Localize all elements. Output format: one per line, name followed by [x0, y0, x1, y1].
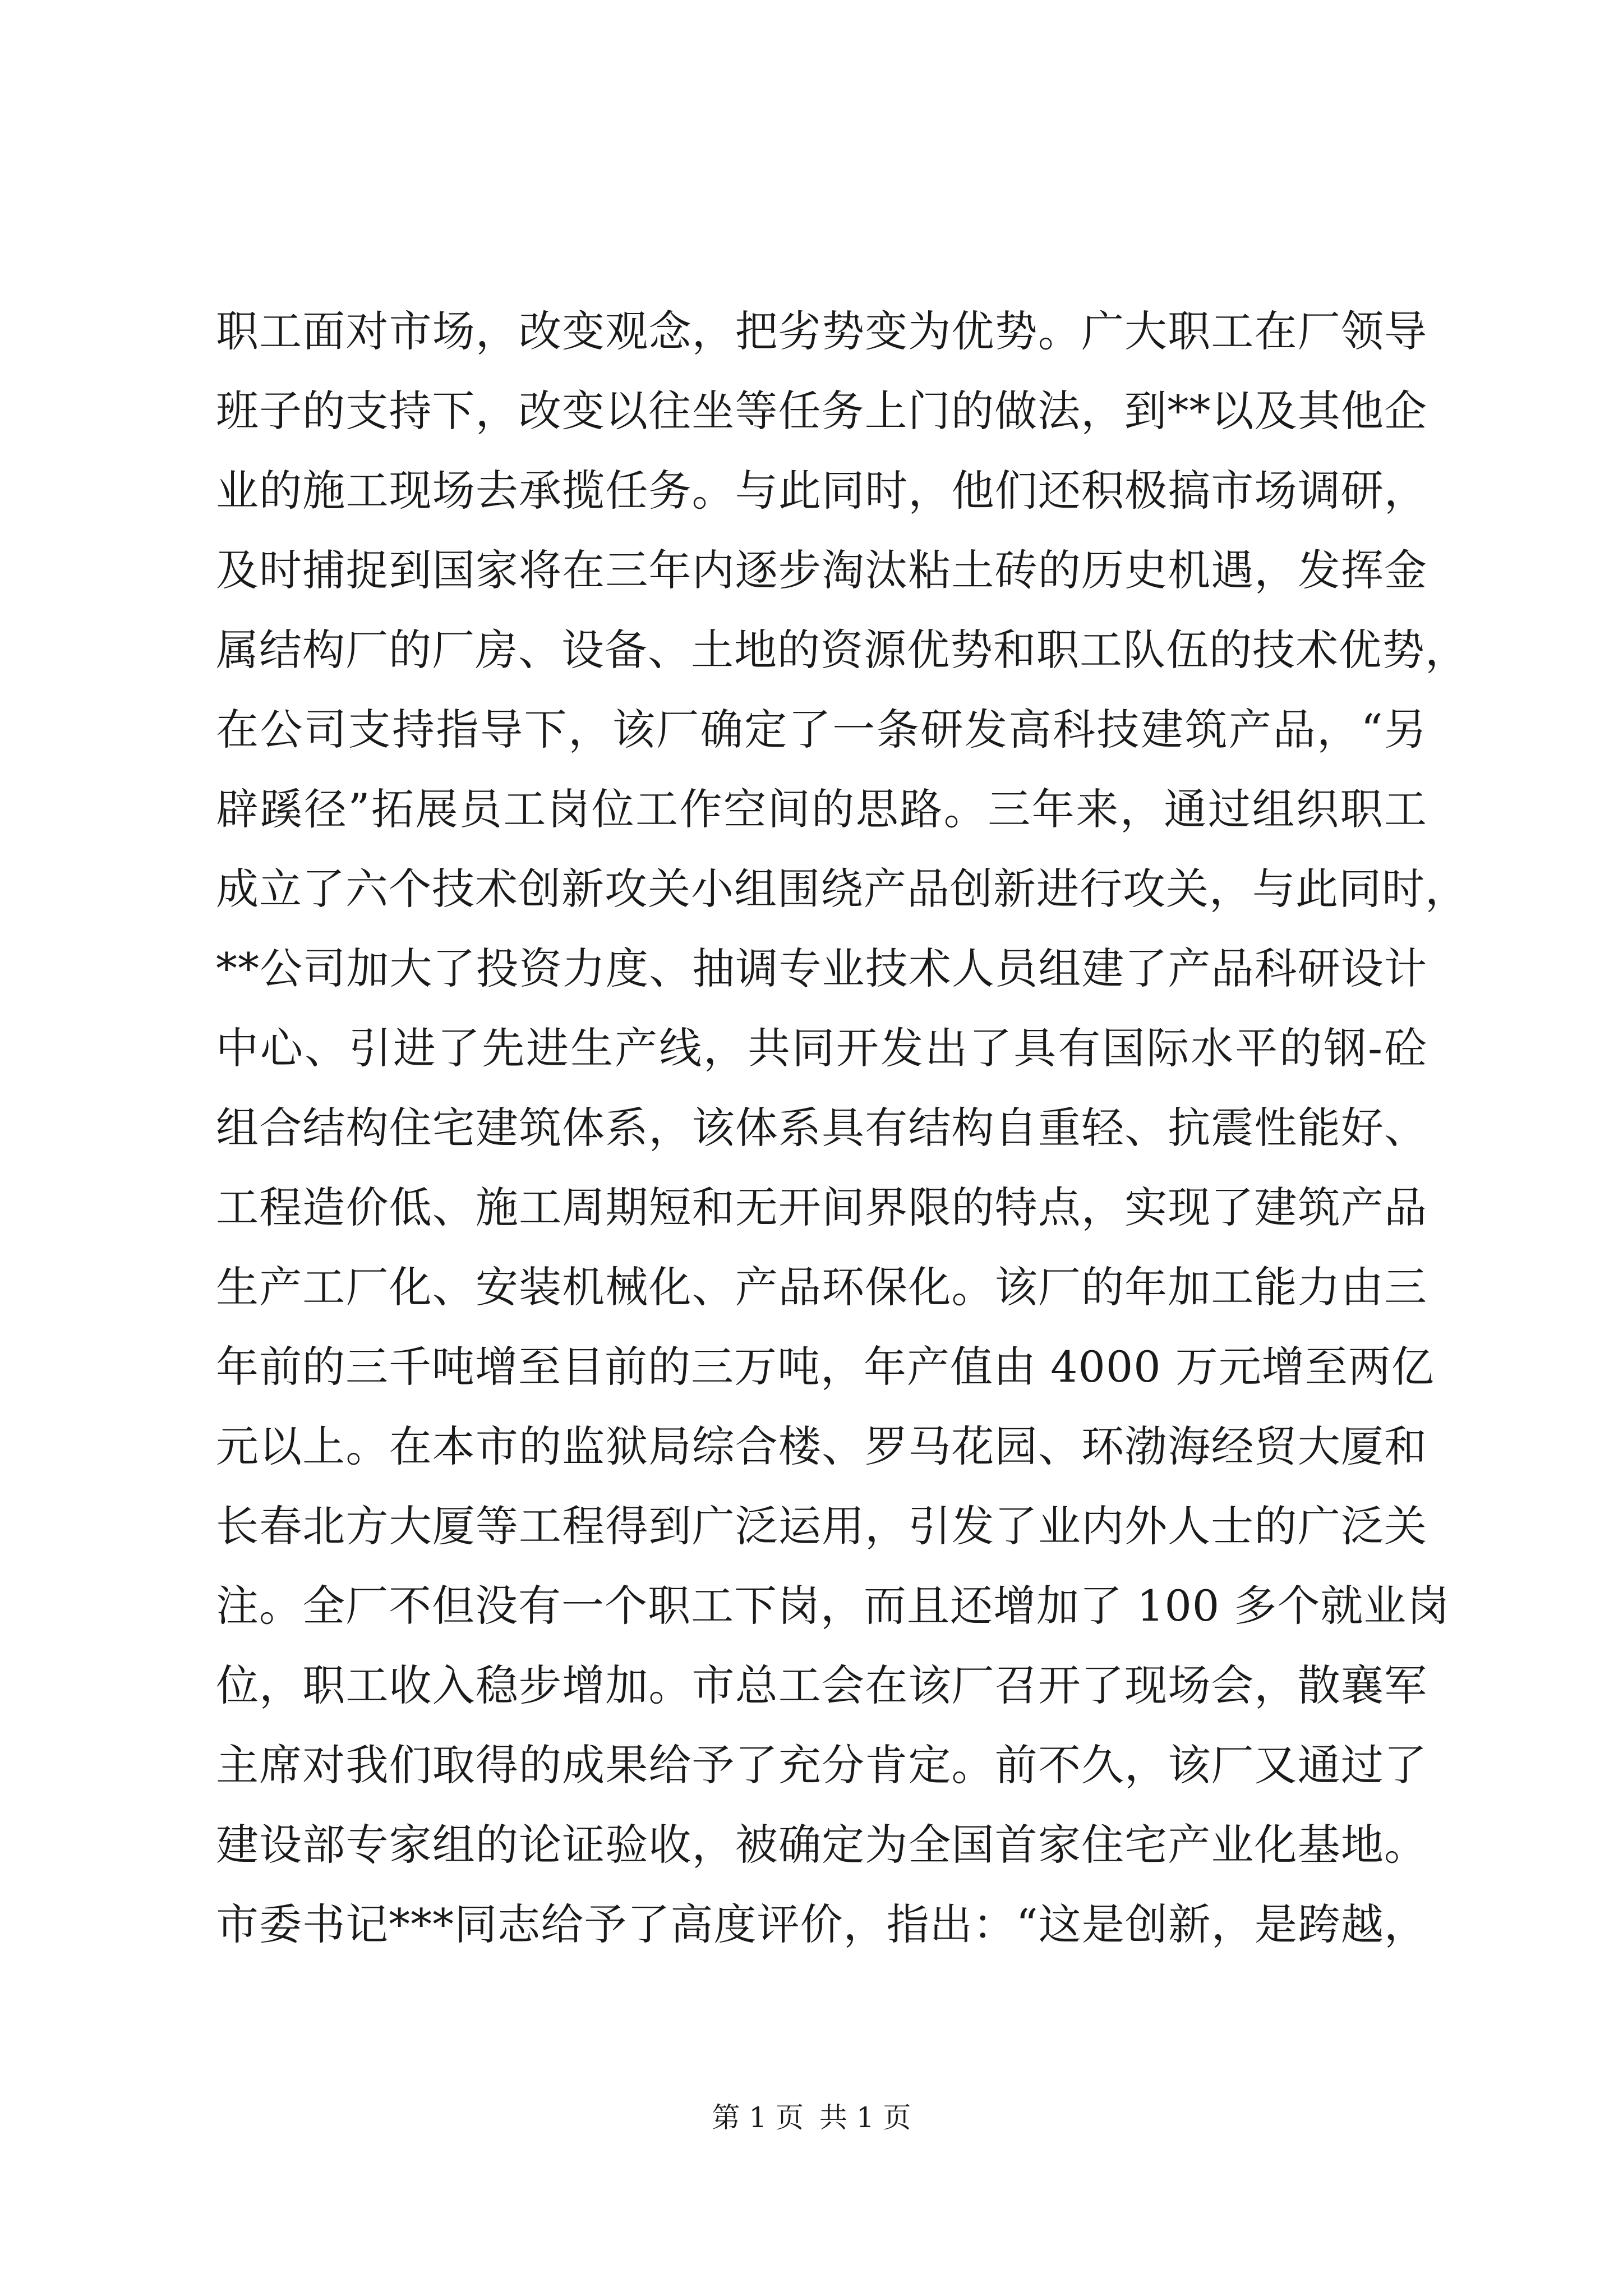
text-line: 主席对我们取得的成果给予了充分肯定。前不久，该厂又通过了 — [216, 1740, 1427, 1790]
text-line: 元以上。在本市的监狱局综合楼、罗马花园、环渤海经贸大厦和 — [216, 1421, 1427, 1471]
text-line: 辟蹊径”拓展员工岗位工作空间的思路。三年来，通过组织职工 — [216, 784, 1427, 834]
page-total: 共 1 页 — [819, 2101, 911, 2134]
text-line: 建设部专家组的论证验收，被确定为全国首家住宅产业化基地。 — [216, 1820, 1427, 1870]
text-line: 市委书记***同志给予了高度评价，指出：“这是创新，是跨越， — [216, 1899, 1427, 1949]
text-line: 属结构厂的厂房、设备、土地的资源优势和职工队伍的技术优势， — [216, 625, 1468, 675]
text-line: 长春北方大厦等工程得到广泛运用，引发了业内外人士的广泛关 — [216, 1501, 1427, 1551]
text-line: **公司加大了投资力度、抽调专业技术人员组建了产品科研设计 — [216, 944, 1427, 993]
page-footer — [0, 2098, 1623, 2137]
text-line: 成立了六个技术创新攻关小组围绕产品创新进行攻关，与此同时， — [216, 864, 1468, 914]
text-line: 位，职工收入稳步增加。市总工会在该厂召开了现场会，散襄军 — [216, 1660, 1427, 1710]
text-line: 在公司支持指导下，该厂确定了一条研发高科技建筑产品，“另 — [216, 705, 1427, 754]
text-line: 组合结构住宅建筑体系，该体系具有结构自重轻、抗震性能好、 — [216, 1103, 1427, 1153]
text-line: 注。全厂不但没有一个职工下岗，而且还增加了 100 多个就业岗 — [216, 1581, 1450, 1631]
page-number: 第 1 页 — [712, 2101, 804, 2134]
text-line: 班子的支持下，改变以往坐等任务上门的做法，到**以及其他企 — [216, 386, 1427, 436]
text-line: 中心、引进了先进生产线，共同开发出了具有国际水平的钢-砼 — [216, 1023, 1427, 1073]
text-line: 职工面对市场，改变观念，把劣势变为优势。广大职工在厂领导 — [216, 306, 1427, 356]
text-line: 业的施工现场去承揽任务。与此同时，他们还积极搞市场调研， — [216, 466, 1427, 516]
body-paragraph — [216, 292, 1468, 1964]
text-line: 年前的三千吨增至目前的三万吨，年产值由 4000 万元增至两亿 — [216, 1342, 1435, 1392]
text-line: 工程造价低、施工周期短和无开间界限的特点，实现了建筑产品 — [216, 1182, 1427, 1232]
text-line: 生产工厂化、安装机械化、产品环保化。该厂的年加工能力由三 — [216, 1262, 1427, 1312]
text-line: 及时捕捉到国家将在三年内逐步淘汰粘土砖的历史机遇，发挥金 — [216, 545, 1427, 595]
